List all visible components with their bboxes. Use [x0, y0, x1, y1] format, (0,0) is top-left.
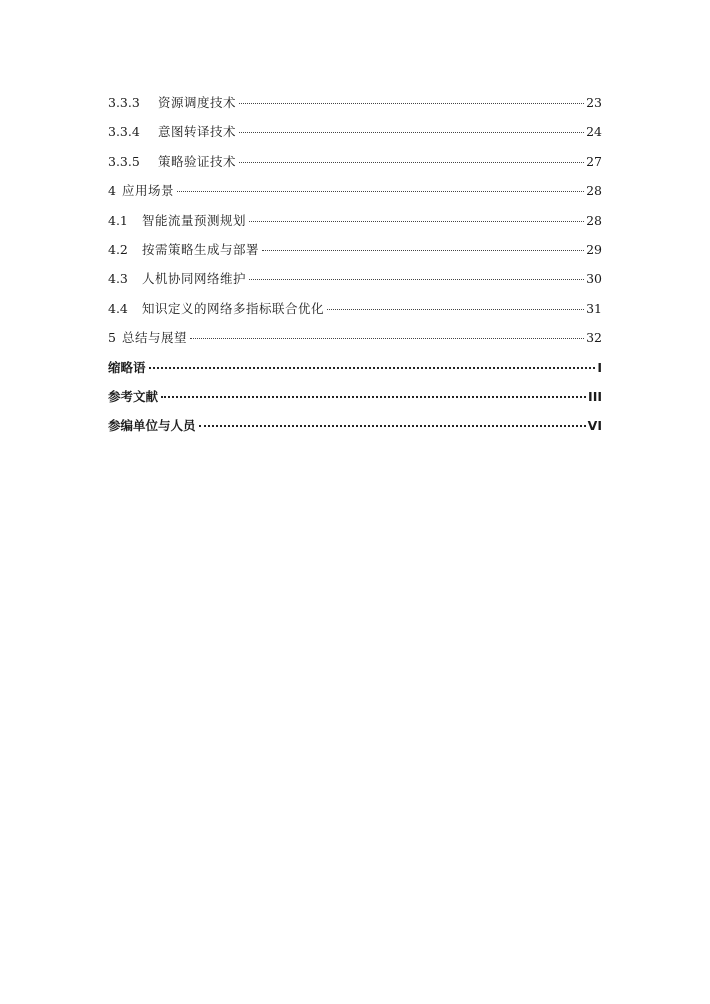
toc-entry-title: 人机协同网络维护 — [142, 271, 247, 287]
toc-leader-dots — [161, 396, 586, 398]
toc-entry[interactable] — [108, 411, 602, 440]
toc-entry-title: 应用场景 — [122, 183, 175, 199]
toc-entry-page: 28 — [586, 212, 602, 228]
toc-entry[interactable] — [108, 147, 602, 176]
toc-leader-dots — [262, 250, 584, 251]
toc-leader-dots — [149, 367, 596, 369]
toc-entry[interactable] — [108, 176, 602, 205]
toc-entry-number: 4.2 — [108, 241, 128, 257]
toc-entry-title: 资源调度技术 — [158, 95, 237, 110]
toc-leader-dots — [239, 103, 584, 104]
toc-entry[interactable] — [108, 323, 602, 352]
toc-leader-dots — [190, 338, 584, 339]
toc-entry-number: 3.3.3 — [108, 95, 140, 110]
toc-entry-number: 4.1 — [108, 212, 128, 228]
toc-entry-page: I — [597, 359, 602, 375]
toc-entry[interactable] — [108, 264, 602, 293]
toc-entry[interactable] — [108, 117, 602, 146]
toc-entry-title: 智能流量预测规划 — [142, 212, 247, 228]
toc-entry-page: VI — [587, 418, 602, 434]
toc-entry-title: 总结与展望 — [122, 330, 188, 346]
toc-entry-title: 参考文献 — [108, 388, 159, 404]
toc-entry-page: 23 — [586, 95, 602, 110]
toc-entry-page: III — [588, 388, 602, 404]
toc-entry-number: 5 — [108, 330, 116, 346]
toc-entry-page: 27 — [586, 153, 602, 169]
toc-entry-title: 缩略语 — [108, 359, 146, 375]
toc-entry-number: 4 — [108, 183, 116, 199]
toc-entry-title: 策略验证技术 — [158, 153, 237, 169]
toc-leader-dots — [249, 279, 584, 280]
toc-entry-number: 4.3 — [108, 271, 128, 287]
toc-leader-dots — [199, 425, 586, 427]
toc-entry[interactable] — [108, 294, 602, 323]
toc-entry-page: 32 — [586, 330, 602, 346]
toc-entry-title: 知识定义的网络多指标联合优化 — [142, 300, 325, 316]
toc-entry-title: 按需策略生成与部署 — [142, 241, 260, 257]
toc-entry-page: 31 — [586, 300, 602, 316]
toc-entry-page: 28 — [586, 183, 602, 199]
toc-entry[interactable] — [108, 382, 602, 411]
toc-entry-title: 意图转译技术 — [158, 124, 237, 140]
toc-entry[interactable] — [108, 353, 602, 382]
toc-entry-number: 3.3.4 — [108, 124, 140, 140]
toc-entry-number: 3.3.5 — [108, 153, 140, 169]
toc-entry[interactable] — [108, 206, 602, 235]
toc-entry-title: 参编单位与人员 — [108, 418, 196, 434]
toc-leader-dots — [177, 191, 584, 192]
toc-entry-number: 4.4 — [108, 300, 128, 316]
toc-leader-dots — [327, 309, 584, 310]
toc-leader-dots — [249, 221, 584, 222]
toc-entry-page: 30 — [586, 271, 602, 287]
table-of-contents — [108, 88, 602, 441]
toc-leader-dots — [239, 132, 584, 133]
toc-entry[interactable] — [108, 235, 602, 264]
toc-entry-page: 24 — [586, 124, 602, 140]
toc-entry[interactable] — [108, 88, 602, 117]
toc-leader-dots — [239, 162, 584, 163]
toc-entry-page: 29 — [586, 241, 602, 257]
